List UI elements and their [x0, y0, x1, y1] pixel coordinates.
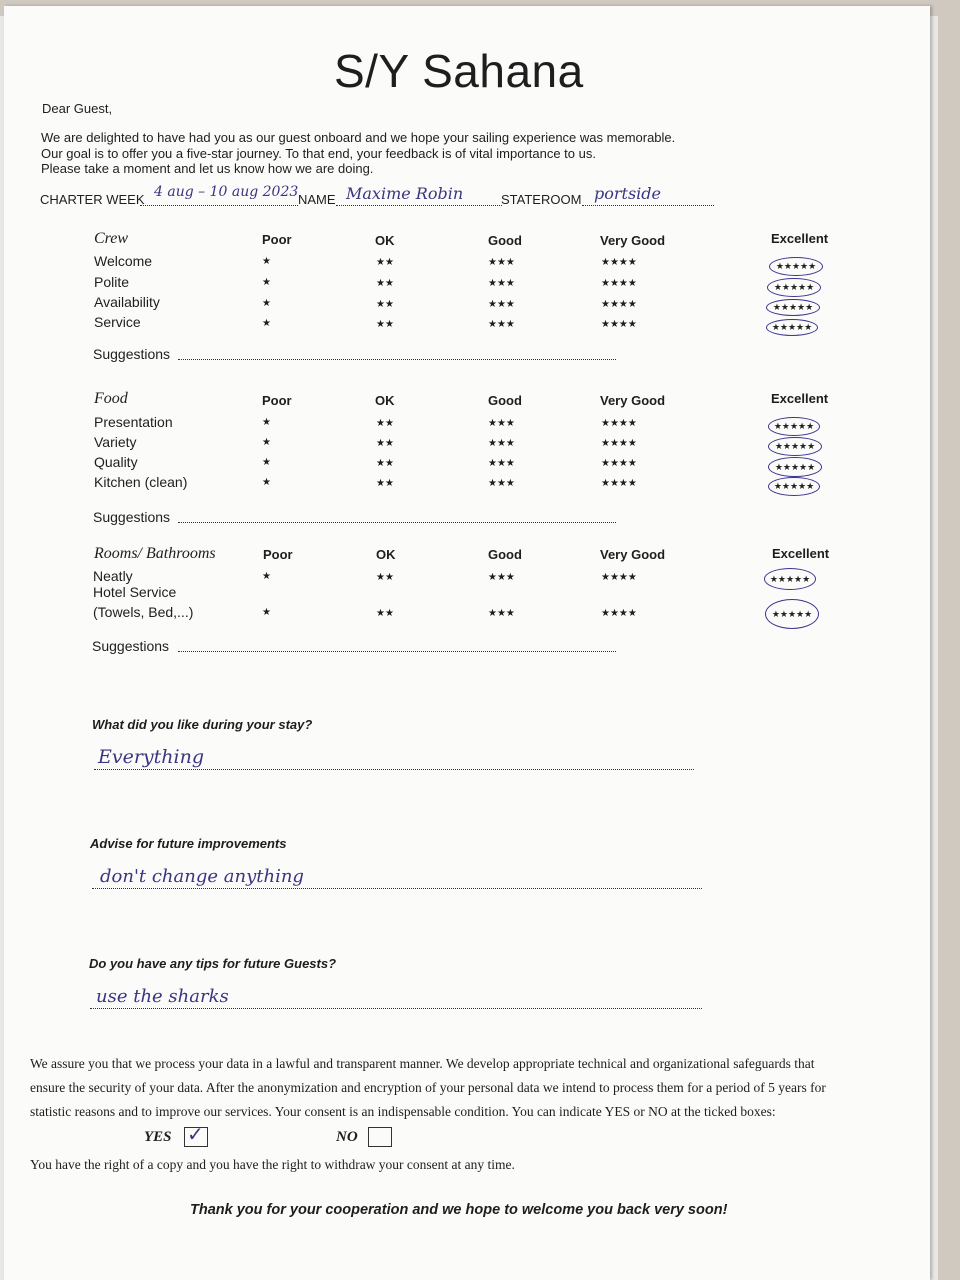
star-option-2[interactable]: ★★	[376, 278, 394, 289]
star-option-2[interactable]: ★★	[376, 319, 394, 330]
food-header-poor: Poor	[262, 393, 292, 408]
star-option-3[interactable]: ★★★	[488, 458, 515, 469]
rooms-item-towels-bed: (Towels, Bed,...)	[93, 604, 194, 620]
star-option-5-circled[interactable]: ★★★★★	[768, 457, 822, 477]
name-value[interactable]: Maxime Robin	[346, 184, 464, 203]
star-option-4[interactable]: ★★★★	[601, 608, 637, 619]
star-option-2[interactable]: ★★	[376, 458, 394, 469]
rooms-item-hotel-service: Hotel Service	[93, 584, 177, 600]
star-option-1[interactable]: ★	[262, 298, 271, 309]
crew-header-excellent: Excellent	[771, 231, 829, 246]
star-option-3[interactable]: ★★★	[488, 319, 515, 330]
intro-line-3: Please take a moment and let us know how we are doing.	[41, 161, 374, 176]
star-option-5-circled[interactable]: ★★★★★	[767, 278, 821, 297]
rooms-item-neatly: Neatly	[93, 568, 133, 584]
answer-tips[interactable]: use the sharks	[96, 986, 229, 1007]
question-improvements: Advise for future improvements	[90, 836, 287, 851]
star-option-3[interactable]: ★★★	[488, 418, 515, 429]
star-option-1[interactable]: ★	[262, 277, 271, 288]
star-option-1[interactable]: ★	[262, 417, 271, 428]
star-option-3[interactable]: ★★★	[488, 478, 515, 489]
star-option-4[interactable]: ★★★★	[601, 572, 637, 583]
food-header-excellent: Excellent	[771, 391, 829, 406]
privacy-line-2: ensure the security of your data. After the anonymization and encryption of your personal data we intend to process them for a period of 5 years for	[30, 1080, 826, 1095]
charter-week-value[interactable]: 4 aug – 10 aug 2023	[154, 184, 299, 200]
name-label: NAME	[298, 192, 336, 207]
stateroom-value[interactable]: portside	[594, 184, 661, 203]
star-option-4[interactable]: ★★★★	[601, 299, 637, 310]
charter-week-label: CHARTER WEEK	[40, 192, 145, 207]
star-option-2[interactable]: ★★	[376, 438, 394, 449]
food-header-very-good: Very Good	[600, 393, 666, 408]
food-item-kitchen: Kitchen (clean)	[94, 474, 188, 490]
privacy-line-3: statistic reasons and to improve our services. Your consent is an indispensable condition. You can indicate YES or NO at the ticked boxes:	[30, 1104, 776, 1119]
food-header-ok: OK	[375, 393, 395, 408]
food-item-quality: Quality	[94, 454, 138, 470]
rooms-header-very-good: Very Good	[600, 547, 666, 562]
star-option-1[interactable]: ★	[262, 256, 271, 267]
crew-header-ok: OK	[375, 233, 395, 248]
crew-header-poor: Poor	[262, 232, 292, 247]
star-option-3[interactable]: ★★★	[488, 257, 515, 268]
star-option-5-circled[interactable]: ★★★★★	[769, 257, 823, 276]
crew-item-welcome: Welcome	[94, 253, 153, 269]
star-option-2[interactable]: ★★	[376, 478, 394, 489]
rooms-header-excellent: Excellent	[772, 546, 830, 561]
star-option-1[interactable]: ★	[262, 457, 271, 468]
answer-tips-line	[90, 1008, 702, 1009]
star-option-3[interactable]: ★★★	[488, 608, 515, 619]
food-header-good: Good	[488, 393, 522, 408]
star-option-2[interactable]: ★★	[376, 257, 394, 268]
food-item-presentation: Presentation	[94, 414, 173, 430]
star-option-1[interactable]: ★	[262, 318, 271, 329]
crew-item-polite: Polite	[94, 274, 130, 290]
rooms-suggestions-line[interactable]	[178, 651, 616, 652]
page-title: S/Y Sahana	[334, 45, 584, 97]
star-option-4[interactable]: ★★★★	[601, 418, 637, 429]
charter-week-line	[140, 205, 298, 206]
intro-line-1: We are delighted to have had you as our guest onboard and we hope your sailing experience was memorable.	[41, 130, 676, 145]
star-option-2[interactable]: ★★	[376, 608, 394, 619]
stateroom-label: STATEROOM	[501, 192, 582, 207]
thank-you-message: Thank you for your cooperation and we hope to welcome you back very soon!	[190, 1202, 728, 1218]
star-option-2[interactable]: ★★	[376, 418, 394, 429]
checkmark-icon: ✓	[187, 1122, 204, 1146]
star-option-2[interactable]: ★★	[376, 299, 394, 310]
no-label: NO	[336, 1129, 358, 1145]
star-option-5-circled[interactable]: ★★★★★	[768, 437, 822, 456]
star-option-3[interactable]: ★★★	[488, 438, 515, 449]
crew-item-service: Service	[94, 314, 141, 330]
crew-section-title: Crew	[94, 230, 129, 247]
star-option-5-circled[interactable]: ★★★★★	[765, 599, 819, 629]
crew-suggestions-label: Suggestions	[93, 346, 171, 362]
rooms-header-ok: OK	[376, 547, 396, 562]
rooms-suggestions-label: Suggestions	[92, 638, 170, 654]
food-suggestions-label: Suggestions	[93, 509, 171, 525]
crew-suggestions-line[interactable]	[178, 359, 616, 360]
crew-header-good: Good	[488, 233, 522, 248]
answer-improvements-line	[92, 888, 702, 889]
intro-line-2: Our goal is to offer you a five-star journey. To that end, your feedback is of vital importance to us.	[41, 146, 596, 161]
yes-label: YES	[144, 1129, 172, 1145]
privacy-rights: You have the right of a copy and you have the right to withdraw your consent at any time.	[30, 1157, 515, 1172]
food-suggestions-line[interactable]	[178, 522, 616, 523]
star-option-4[interactable]: ★★★★	[601, 478, 637, 489]
star-option-5-circled[interactable]: ★★★★★	[766, 319, 818, 336]
privacy-line-1: We assure you that we process your data in a lawful and transparent manner. We develop appropriate technical and organizational safeguards that	[30, 1056, 815, 1071]
star-option-2[interactable]: ★★	[376, 572, 394, 583]
crew-header-very-good: Very Good	[600, 233, 666, 248]
feedback-form	[4, 6, 930, 1280]
star-option-5-circled[interactable]: ★★★★★	[766, 299, 820, 316]
star-option-4[interactable]: ★★★★	[601, 257, 637, 268]
star-option-3[interactable]: ★★★	[488, 278, 515, 289]
star-option-5-circled[interactable]: ★★★★★	[764, 568, 816, 590]
no-checkbox[interactable]	[368, 1127, 392, 1147]
answer-liked[interactable]: Everything	[98, 746, 205, 768]
answer-liked-line	[94, 769, 694, 770]
question-liked: What did you like during your stay?	[92, 717, 313, 732]
star-option-4[interactable]: ★★★★	[601, 319, 637, 330]
star-option-5-circled[interactable]: ★★★★★	[768, 477, 820, 496]
star-option-1[interactable]: ★	[262, 607, 271, 618]
star-option-4[interactable]: ★★★★	[601, 458, 637, 469]
star-option-4[interactable]: ★★★★	[601, 438, 637, 449]
star-option-5-circled[interactable]: ★★★★★	[768, 417, 820, 436]
star-option-1[interactable]: ★	[262, 477, 271, 488]
greeting: Dear Guest,	[42, 101, 113, 116]
food-section-title: Food	[94, 390, 128, 407]
question-tips: Do you have any tips for future Guests?	[89, 956, 337, 971]
rooms-header-poor: Poor	[263, 547, 293, 562]
name-line	[336, 205, 502, 206]
star-option-1[interactable]: ★	[262, 437, 271, 448]
food-item-variety: Variety	[94, 434, 137, 450]
star-option-3[interactable]: ★★★	[488, 299, 515, 310]
crew-item-availability: Availability	[94, 294, 160, 310]
stateroom-line	[582, 205, 714, 206]
star-option-1[interactable]: ★	[262, 571, 271, 582]
star-option-3[interactable]: ★★★	[488, 572, 515, 583]
rooms-section-title: Rooms/ Bathrooms	[94, 545, 216, 562]
rooms-header-good: Good	[488, 547, 522, 562]
answer-improvements[interactable]: don't change anything	[100, 866, 304, 887]
star-option-4[interactable]: ★★★★	[601, 278, 637, 289]
